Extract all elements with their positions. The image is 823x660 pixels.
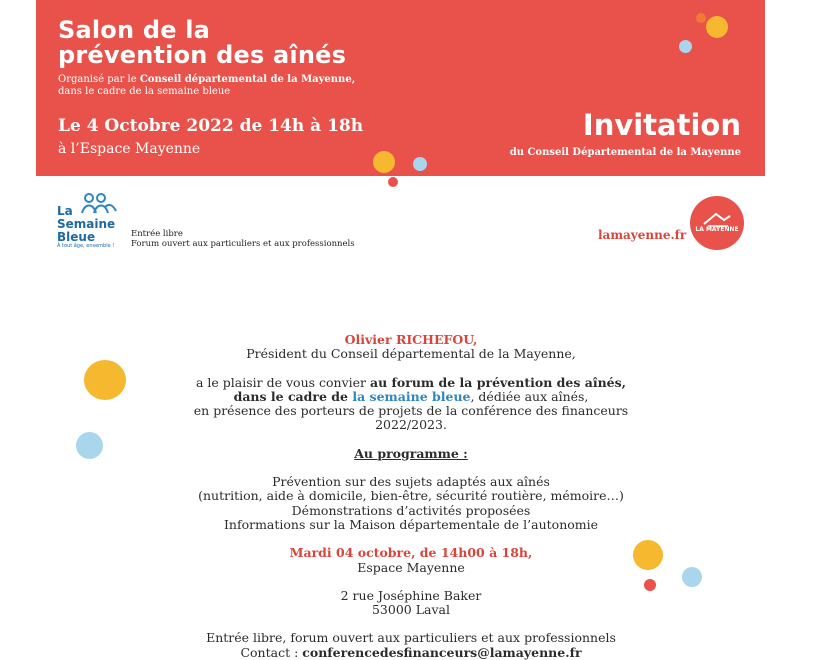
contact-line bbox=[160, 646, 662, 660]
organizer-context: dans le cadre de la semaine bleue bbox=[58, 86, 231, 97]
event-title-line2: prévention des aînés bbox=[58, 41, 347, 69]
invitation-subtitle: du Conseil Départemental de la Mayenne bbox=[509, 147, 741, 158]
semaine-bleue-logo bbox=[57, 193, 123, 253]
cadre-line bbox=[160, 390, 662, 404]
event-venue: Espace Mayenne bbox=[357, 559, 465, 575]
organizer-name: Conseil départemental de la Mayenne, bbox=[139, 74, 356, 85]
la-mayenne-logo bbox=[690, 196, 744, 250]
free-entry-note bbox=[131, 229, 355, 249]
sender-title: Président du Conseil départemental de la Mayenne, bbox=[246, 346, 576, 362]
presence-line: en présence des porteurs de projets de la conférence des financeurs 2022/2023. bbox=[193, 403, 629, 433]
decor-dot-blue-left bbox=[76, 432, 103, 459]
programme-item-2: (nutrition, aide à domicile, bien-être, sécurité routière, mémoire…) bbox=[198, 488, 624, 504]
cadre-rest: , dédiée aux aînés, bbox=[470, 388, 589, 404]
programme-item-3: Démonstrations d’activités proposées bbox=[291, 502, 531, 518]
programme-item-4: Informations sur la Maison départementale de l’autonomie bbox=[223, 516, 599, 532]
organizer-prefix: Organisé par le bbox=[58, 74, 140, 85]
invite-line bbox=[160, 376, 662, 390]
invite-event: au forum de la prévention des aînés, bbox=[370, 374, 626, 390]
decor-dot-yellow-top bbox=[706, 16, 728, 38]
semaine-bleue-line1: La bbox=[57, 204, 73, 218]
letter-body bbox=[160, 333, 662, 660]
address-line2: 53000 Laval bbox=[371, 602, 450, 618]
free-entry-line1: Entrée libre bbox=[131, 229, 183, 239]
event-datetime: Mardi 04 octobre, de 14h00 à 18h, bbox=[289, 545, 533, 561]
event-title bbox=[58, 18, 346, 68]
organizer-text bbox=[58, 74, 355, 98]
decor-dot-red-small bbox=[388, 177, 398, 187]
semaine-bleue-line3: Bleue bbox=[57, 230, 96, 244]
decor-dot-yellow-mid bbox=[373, 151, 395, 173]
decor-dot-blue-right bbox=[682, 567, 702, 587]
decor-dot-blue-mid bbox=[413, 157, 427, 171]
la-mayenne-logo-text: LA MAYENNE bbox=[695, 226, 739, 233]
cadre-prefix: dans le cadre de bbox=[233, 388, 353, 404]
free-entry-line2: Forum ouvert aux particuliers et aux professionnels bbox=[131, 239, 355, 249]
decor-dot-orange-top bbox=[696, 13, 706, 23]
free-entry-statement: Entrée libre, forum ouvert aux particuliers et aux professionnels bbox=[206, 630, 616, 646]
programme-item-1: Prévention sur des sujets adaptés aux aînés bbox=[272, 474, 550, 490]
semaine-bleue-wordmark bbox=[57, 205, 115, 244]
event-place: à l’Espace Mayenne bbox=[58, 141, 201, 157]
decor-dot-yellow-left bbox=[84, 360, 126, 400]
event-date: Le 4 Octobre 2022 de 14h à 18h bbox=[58, 116, 364, 136]
semaine-bleue-mention: la semaine bleue bbox=[352, 388, 471, 404]
contact-label: Contact : bbox=[240, 644, 303, 660]
invitation-banner bbox=[36, 0, 765, 176]
semaine-bleue-line2: Semaine bbox=[57, 217, 116, 231]
invitation-heading: Invitation bbox=[582, 108, 741, 142]
contact-email-link[interactable]: conferencedesfinanceurs@lamayenne.fr bbox=[302, 644, 582, 660]
address-line1: 2 rue Joséphine Baker bbox=[340, 587, 482, 603]
sender-name: Olivier RICHEFOU, bbox=[344, 332, 478, 347]
programme-heading: Au programme : bbox=[354, 445, 468, 461]
decor-dot-blue-top bbox=[679, 40, 692, 53]
semaine-bleue-tagline: À tout âge, ensemble ! bbox=[57, 243, 115, 249]
website-link[interactable]: lamayenne.fr bbox=[598, 228, 687, 242]
invite-prefix: a le plaisir de vous convier bbox=[196, 374, 370, 390]
event-title-line1: Salon de la bbox=[58, 16, 211, 44]
